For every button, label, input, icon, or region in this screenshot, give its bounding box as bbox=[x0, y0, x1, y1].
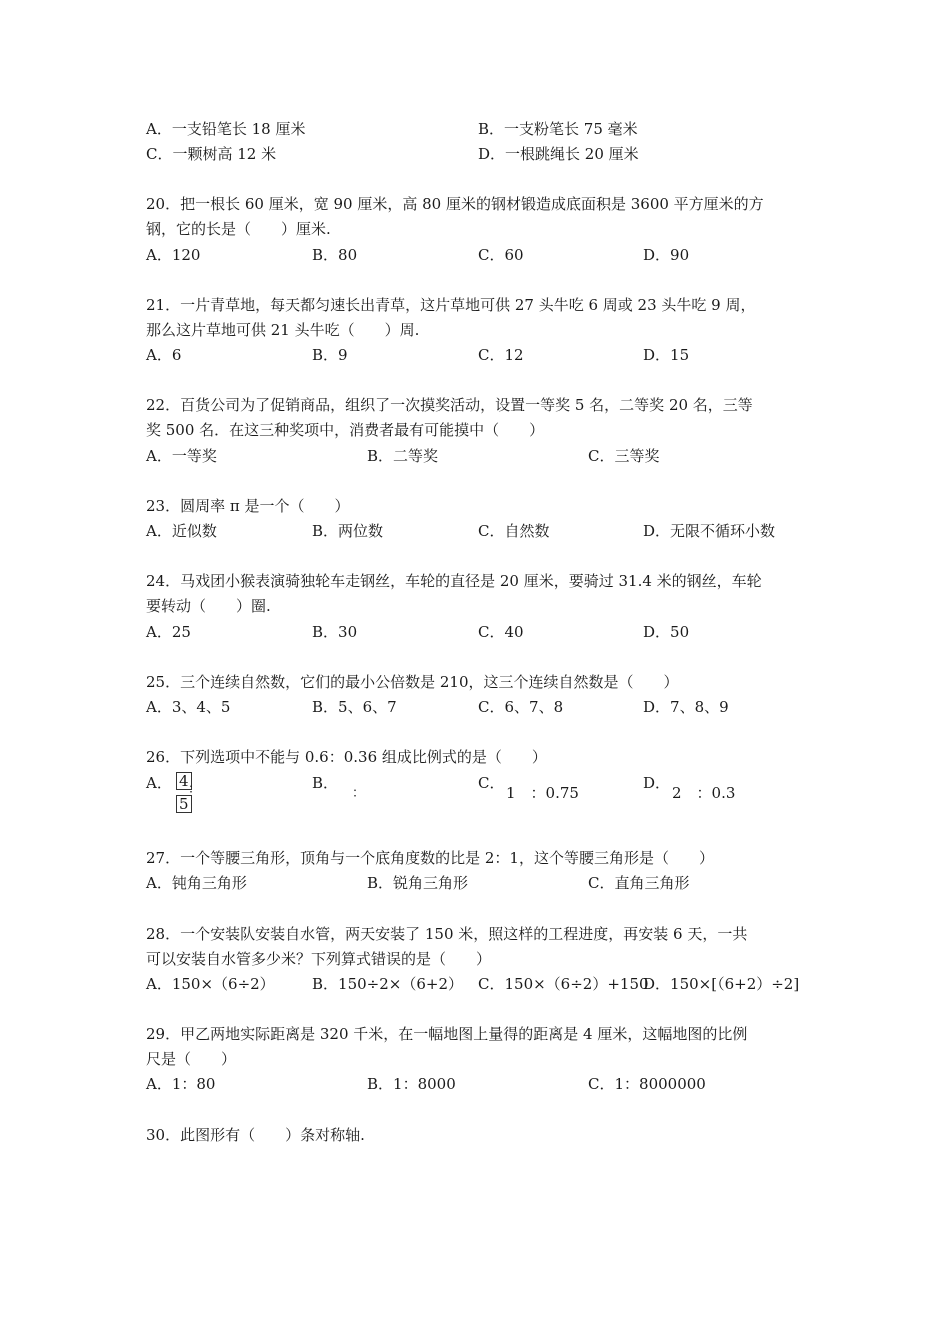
q28-text-line2: 可以安装自水管多少米？下列算式错误的是（ ） bbox=[146, 950, 492, 968]
q25-option-d: D．7、8、9 bbox=[643, 698, 729, 716]
q25-text-line1: 25．三个连续自然数，它们的最小公倍数是 210，这三个连续自然数是（ ） bbox=[146, 673, 679, 691]
q22-option-a: A．一等奖 bbox=[146, 447, 217, 465]
q21-option-a: A．6 bbox=[146, 346, 182, 364]
q28-option-b: B．150÷2×（6+2） bbox=[312, 975, 463, 993]
q26-option-a-numerator: 4 bbox=[176, 772, 192, 790]
q24-text-line1: 24．马戏团小猴表演骑独轮车走钢丝，车轮的直径是 20 厘米，要骑过 31.4 米的钢丝，车轮 bbox=[146, 572, 762, 590]
q29-text-line1: 29．甲乙两地实际距离是 320 千米，在一幅地图上量得的距离是 4 厘米，这幅地图的比例 bbox=[146, 1025, 748, 1043]
q24-option-a: A．25 bbox=[146, 623, 191, 641]
q23-text-line1: 23．圆周率 π 是一个（ ） bbox=[146, 497, 350, 515]
q27-option-b: B．锐角三角形 bbox=[367, 874, 469, 892]
q27-option-c: C．直角三角形 bbox=[588, 874, 690, 892]
q19-option-d: D．一根跳绳长 20 厘米 bbox=[478, 145, 639, 163]
q20-option-c: C．60 bbox=[478, 246, 524, 264]
q29-option-b: B．1：8000 bbox=[367, 1075, 456, 1093]
q26-option-c-label: C． bbox=[478, 774, 505, 792]
q22-option-b: B．二等奖 bbox=[367, 447, 439, 465]
q26-text-line1: 26．下列选项中不能与 0.6：0.36 组成比例式的是（ ） bbox=[146, 748, 547, 766]
q26-option-b-colon: ： bbox=[352, 786, 366, 801]
q27-text-line1: 27．一个等腰三角形，顶角与一个底角度数的比是 2：1，这个等腰三角形是（ ） bbox=[146, 849, 714, 867]
q20-option-d: D．90 bbox=[643, 246, 690, 264]
q23-option-a: A．近似数 bbox=[146, 522, 217, 540]
q24-text-line2: 要转动（ ）圈. bbox=[146, 597, 271, 615]
q28-option-a: A．150×（6÷2） bbox=[146, 975, 275, 993]
q29-option-c: C．1：8000000 bbox=[588, 1075, 706, 1093]
q26-option-d-label: D． bbox=[643, 774, 671, 792]
q25-option-c: C．6、7、8 bbox=[478, 698, 564, 716]
q21-text-line2: 那么这片草地可供 21 头牛吃（ ）周. bbox=[146, 321, 420, 339]
q26-option-a-denominator: 5 bbox=[176, 795, 192, 813]
q20-text-line1: 20．把一根长 60 厘米，宽 90 厘米，高 80 厘米的钢材锻造成底面积是 3600 平方厘米的方 bbox=[146, 195, 764, 213]
q29-text-line2: 尺是（ ） bbox=[146, 1050, 237, 1068]
q20-option-a: A．120 bbox=[146, 246, 201, 264]
q23-option-d: D．无限不循环小数 bbox=[643, 522, 776, 540]
q30-text-line1: 30．此图形有（ ）条对称轴. bbox=[146, 1126, 365, 1144]
q26-option-b-label: B． bbox=[312, 774, 339, 792]
q27-option-a: A．钝角三角形 bbox=[146, 874, 247, 892]
q29-option-a: A．1：80 bbox=[146, 1075, 216, 1093]
q26-option-a-colon: ： bbox=[188, 782, 202, 797]
q22-text-line1: 22．百货公司为了促销商品，组织了一次摸奖活动，设置一等奖 5 名，二等奖 20 名，三等 bbox=[146, 396, 753, 414]
q19-option-b: B．一支粉笔长 75 毫米 bbox=[478, 120, 638, 138]
q21-option-b: B．9 bbox=[312, 346, 348, 364]
q21-option-c: C．12 bbox=[478, 346, 524, 364]
q26-option-d-expr: 2 ：0.3 bbox=[672, 784, 736, 802]
q22-option-c: C．三等奖 bbox=[588, 447, 660, 465]
q21-option-d: D．15 bbox=[643, 346, 690, 364]
q19-option-a: A．一支铅笔长 18 厘米 bbox=[146, 120, 306, 138]
q22-text-line2: 奖 500 名．在这三种奖项中，消费者最有可能摸中（ ） bbox=[146, 421, 545, 439]
q26-option-a-label: A． bbox=[146, 774, 172, 792]
q21-text-line1: 21．一片青草地，每天都匀速长出青草，这片草地可供 27 头牛吃 6 周或 23 头牛吃 9 周， bbox=[146, 296, 756, 314]
q28-option-d: D．150×[（6+2）÷2] bbox=[643, 975, 800, 993]
q24-option-d: D．50 bbox=[643, 623, 690, 641]
q23-option-b: B．两位数 bbox=[312, 522, 384, 540]
q28-text-line1: 28．一个安装队安装自水管，两天安装了 150 米，照这样的工程进度，再安装 6 天，一共 bbox=[146, 925, 748, 943]
q20-option-b: B．80 bbox=[312, 246, 358, 264]
q24-option-b: B．30 bbox=[312, 623, 358, 641]
q20-text-line2: 钢，它的长是（ ）厘米. bbox=[146, 220, 331, 238]
q23-option-c: C．自然数 bbox=[478, 522, 550, 540]
q25-option-a: A．3、4、5 bbox=[146, 698, 231, 716]
q24-option-c: C．40 bbox=[478, 623, 524, 641]
q28-option-c: C．150×（6÷2）+150 bbox=[478, 975, 649, 993]
q25-option-b: B．5、6、7 bbox=[312, 698, 397, 716]
q26-option-c-expr: 1 ：0.75 bbox=[506, 784, 579, 802]
q19-option-c: C．一颗树高 12 米 bbox=[146, 145, 277, 163]
